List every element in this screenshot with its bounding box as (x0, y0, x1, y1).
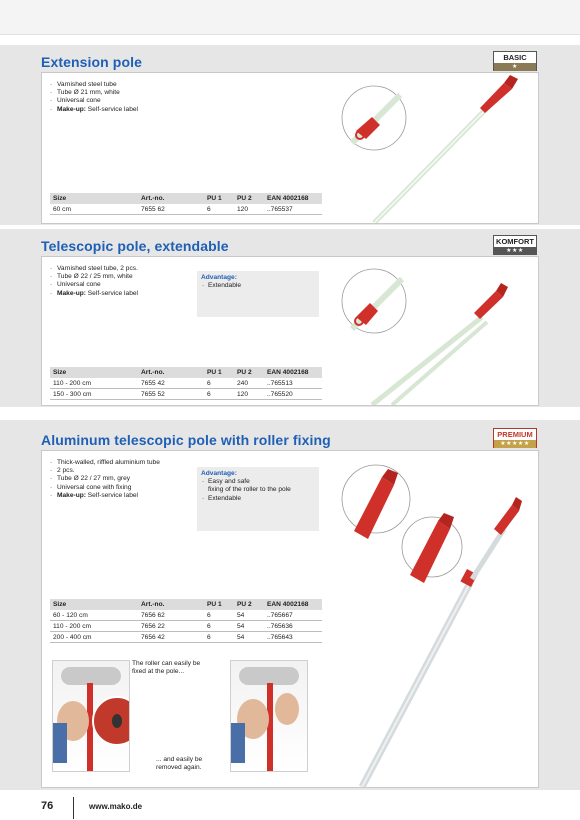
section-title: Telescopic pole, extendable (41, 238, 229, 254)
caption-fixing: The roller can easily be fixed at the pole... (132, 660, 201, 676)
feature-item: · Varnished steel tube, 2 pcs. (50, 265, 138, 273)
table-row: 60 cm 7655 62 6 120 ..765537 (50, 204, 322, 215)
advantage-box (197, 271, 319, 317)
feature-item: · Tube Ø 22 / 25 mm, white (50, 273, 138, 281)
badge-label: KOMFORT (494, 236, 536, 247)
spec-table (50, 367, 322, 400)
usage-photo-removal (230, 660, 308, 772)
feature-item: · Varnished steel tube (50, 81, 138, 89)
badge-basic (493, 51, 537, 71)
product-image-extension-pole (332, 73, 537, 223)
table-header-row: Size Art.-no. PU 1 PU 2 EAN 4002168 (50, 367, 322, 378)
caption-removal: ... and easily be removed again. (156, 756, 203, 772)
badge-stars: ★★★★★ (494, 440, 536, 448)
hand-pole-image (231, 661, 307, 771)
spec-table (50, 599, 322, 643)
feature-list (50, 459, 160, 500)
section-title: Extension pole (41, 54, 142, 70)
badge-stars: ★ (494, 63, 536, 71)
feature-item: · 2 pcs. (50, 467, 160, 475)
hand-pole-image (53, 661, 129, 771)
feature-item: · Universal cone with fixing (50, 484, 160, 492)
badge-premium (493, 428, 537, 448)
table-row: 110 - 200 cm 7656 22 6 54 ..765636 (50, 621, 322, 632)
feature-list (50, 81, 138, 114)
feature-item: · Universal cone (50, 97, 138, 105)
table-row: 110 - 200 cm 7655 42 6 240 ..765513 (50, 378, 322, 389)
footer-divider (73, 797, 74, 819)
product-card (41, 72, 539, 224)
feature-item: · Tube Ø 21 mm, white (50, 89, 138, 97)
badge-komfort (493, 235, 537, 255)
feature-item: · Tube Ø 22 / 27 mm, grey (50, 475, 160, 483)
table-row: 200 - 400 cm 7656 42 6 54 ..765643 (50, 632, 322, 643)
footer-url[interactable]: www.mako.de (89, 802, 143, 811)
feature-item: · Make-up: Self-service label (50, 290, 138, 298)
feature-item: · Make-up: Self-service label (50, 106, 138, 114)
product-image-telescopic-pole (332, 257, 537, 405)
table-row: 150 - 300 cm 7655 52 6 120 ..765520 (50, 389, 322, 400)
table-row: 60 - 120 cm 7656 62 6 54 ..765667 (50, 610, 322, 621)
spec-table (50, 193, 322, 215)
badge-label: BASIC (494, 52, 536, 63)
feature-item: · Thick-walled, riffled aluminium tube (50, 459, 160, 467)
usage-photo-fixing (52, 660, 130, 772)
advantage-item: fixing of the roller to the pole (208, 486, 291, 494)
product-image-aluminum-pole (332, 451, 537, 787)
advantage-item: · Extendable (201, 282, 315, 290)
feature-list (50, 265, 138, 298)
top-bar (0, 0, 580, 35)
table-header-row: Size Art.-no. PU 1 PU 2 EAN 4002168 (50, 193, 322, 204)
advantage-item: · Extendable (201, 495, 315, 503)
table-header-row: Size Art.-no. PU 1 PU 2 EAN 4002168 (50, 599, 322, 610)
badge-stars: ★★★ (494, 247, 536, 255)
advantage-heading: Advantage: (201, 470, 237, 477)
advantage-item: · Easy and safe (201, 478, 315, 486)
page-number: 76 (41, 800, 54, 812)
section-title: Aluminum telescopic pole with roller fixing (41, 432, 331, 448)
advantage-box (197, 467, 319, 531)
feature-item: · Universal cone (50, 281, 138, 289)
feature-item: · Make-up: Self-service label (50, 492, 160, 500)
product-card (41, 450, 539, 788)
advantage-heading: Advantage: (201, 274, 237, 281)
product-card (41, 256, 539, 406)
badge-label: PREMIUM (494, 429, 536, 440)
